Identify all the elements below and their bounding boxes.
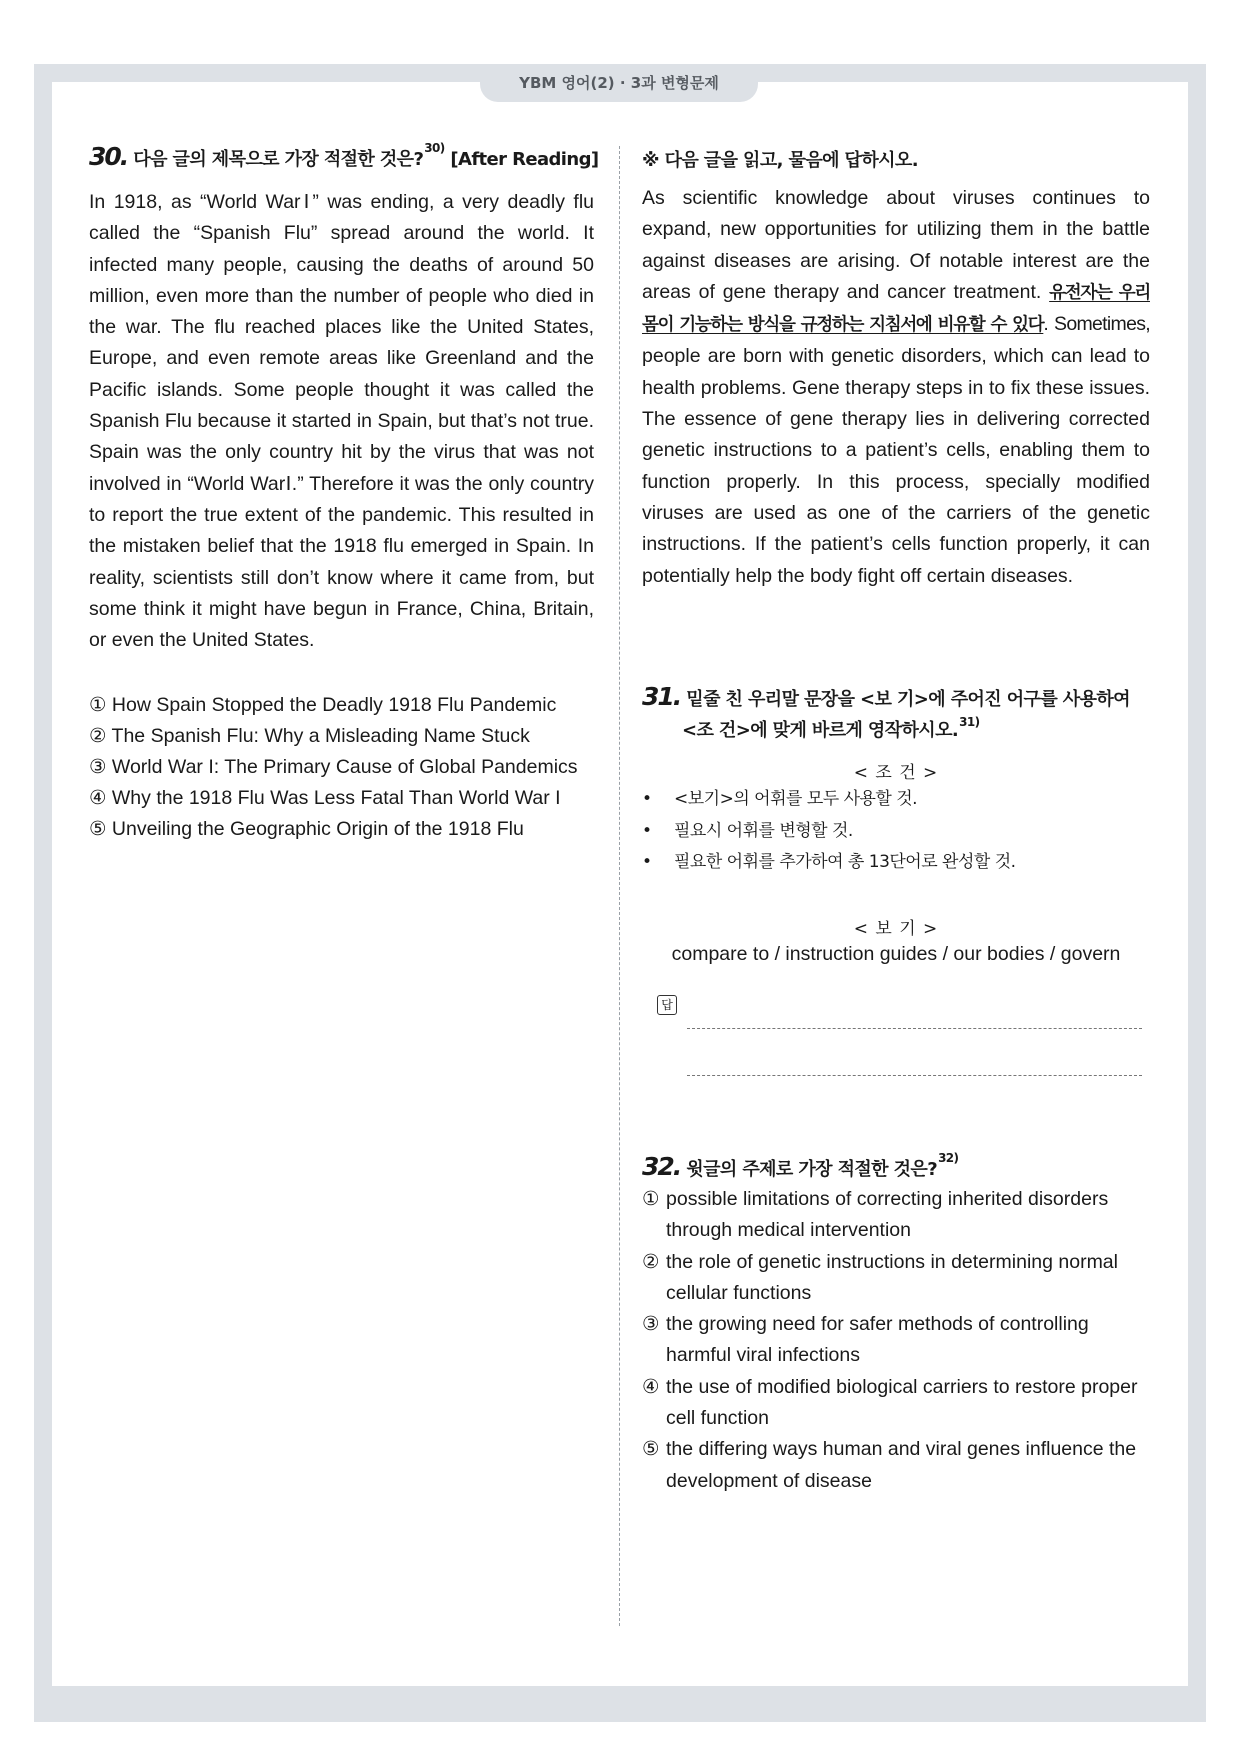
q32-choices xyxy=(642,1184,1150,1497)
column-divider xyxy=(619,146,620,1626)
q30-footnote: 30) xyxy=(424,141,445,155)
q31-prompt-line2: <조 건>에 맞게 바르게 영작하시오. xyxy=(682,720,959,741)
underlined-korean-sentence: 유전자는 우리 몸이 기능하는 방식을 규정하는 지침서에 비유할 수 있다 xyxy=(642,282,1150,336)
q30-passage: In 1918, as “World WarⅠ” was ending, a very deadly flu called the “Spanish Flu” spread around the world. It infected many people, causing the deaths of around 50 million, even more than the number of people who died in the war. The flu reached places like the United States, Europe, and even remote areas like Greenland and the Pacific islands. Some people thought it was called the Spanish Flu because it started in Spain, but that’s not true. Spain was the only country hit by the virus that was not involved in “World WarⅠ.” Therefore it was the only country to report the true extent of the pandemic. This resulted in the mistaken belief that the 1918 flu emerged in Spain. In reality, scientists still don’t know where it came from, but some think it might have begun in France, China, Britain, or even the United States. xyxy=(89,191,594,652)
conditions-title: < 조 건 > xyxy=(853,763,939,783)
box-words: compare to / instruction guides / our bodies / govern xyxy=(671,943,1121,965)
shared-passage-part1: As scientific knowledge about viruses continues to expand, new opportunities for utilizing them in the battle against diseases are arising. Of notable interest are the areas of gene therapy and cancer treatment. xyxy=(642,187,1150,303)
q30-prompt: 다음 글의 제목으로 가장 적절한 것은? xyxy=(133,149,424,170)
conditions-list xyxy=(642,784,1016,879)
shared-passage-part3: people are born with genetic disorders, which can lead to health problems. Gene therapy steps in to fix these issues. The essence of gene therapy lies in delivering corrected genetic instructions to a patient’s cells, enabling them to function properly. In this process, specially modified viruses are used as one of the carriers of the genetic instructions. If the patient’s cells function properly, it can potentially help the body fight off certain diseases. xyxy=(642,345,1150,587)
q31-heading-line2 xyxy=(682,716,980,742)
q30-number: 30. xyxy=(89,142,128,171)
q30-choice-5[interactable]: ⑤ Unveiling the Geographic Origin of the 1918 Flu xyxy=(89,818,524,840)
q30-heading xyxy=(89,142,599,171)
q32-number: 32. xyxy=(642,1152,681,1181)
condition-item-1: • <보기>의 어휘를 모두 사용할 것. xyxy=(642,784,1016,816)
answer-icon: 답 xyxy=(657,995,677,1015)
q31-footnote: 31) xyxy=(959,715,980,729)
box-title: < 보 기 > xyxy=(853,919,939,939)
condition-item-3: • 필요한 어휘를 추가하여 총 13단어로 완성할 것. xyxy=(642,847,1016,879)
shared-instruction: ※ 다음 글을 읽고, 물음에 답하시오. xyxy=(642,150,918,171)
q30-choices xyxy=(89,690,578,845)
q32-prompt: 윗글의 주제로 가장 적절한 것은? xyxy=(686,1159,938,1180)
q31-number: 31. xyxy=(642,682,681,711)
q32-choice-1[interactable]: ① possible limitations of correcting inherited disorders through medical intervention xyxy=(642,1188,1109,1242)
shared-passage-part2: . Sometimes, xyxy=(1043,313,1150,336)
q32-heading xyxy=(642,1152,958,1181)
condition-item-2: • 필요시 어휘를 변형할 것. xyxy=(642,816,1016,848)
answer-line-1[interactable] xyxy=(687,1028,1142,1029)
q30-choice-2[interactable]: ② The Spanish Flu: Why a Misleading Name Stuck xyxy=(89,725,530,747)
q31-prompt-line1: 밑줄 친 우리말 문장을 <보 기>에 주어진 어구를 사용하여 xyxy=(686,689,1130,710)
q30-tag: [After Reading] xyxy=(450,149,599,170)
shared-passage xyxy=(642,183,1150,592)
q32-footnote: 32) xyxy=(938,1151,959,1165)
q31-heading xyxy=(642,682,1130,711)
q30-choice-1[interactable]: ① How Spain Stopped the Deadly 1918 Flu Pandemic xyxy=(89,694,557,716)
q30-choice-3[interactable]: ③ World War I: The Primary Cause of Global Pandemics xyxy=(89,756,578,778)
q30-choice-4[interactable]: ④ Why the 1918 Flu Was Less Fatal Than World War I xyxy=(89,787,561,809)
answer-line-2[interactable] xyxy=(687,1075,1142,1076)
q32-choice-2[interactable]: ② the role of genetic instructions in determining normal cellular functions xyxy=(642,1250,1118,1304)
header-title: YBM 영어(2) · 3과 변형문제 xyxy=(480,66,758,102)
q32-choice-5[interactable]: ⑤ the differing ways human and viral genes influence the development of disease xyxy=(642,1438,1137,1492)
q32-choice-3[interactable]: ③ the growing need for safer methods of controlling harmful viral infections xyxy=(642,1313,1089,1367)
q32-choice-4[interactable]: ④ the use of modified biological carriers to restore proper cell function xyxy=(642,1375,1138,1430)
